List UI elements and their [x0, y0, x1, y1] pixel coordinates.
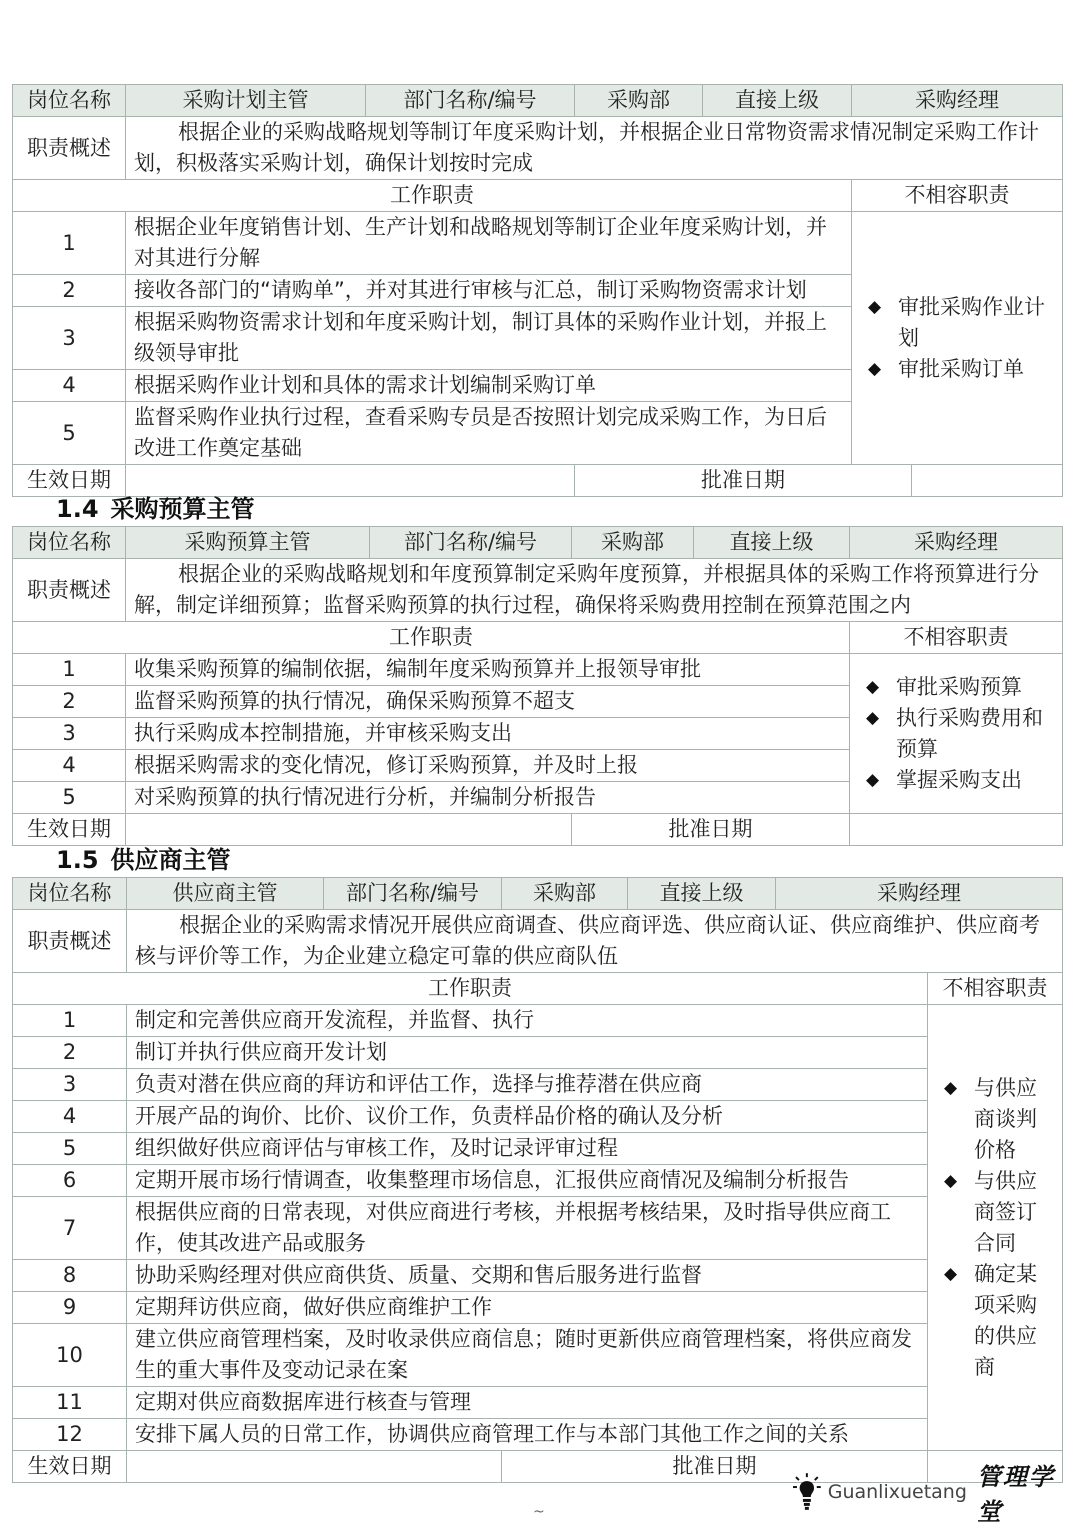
duty-row — [13, 1197, 1063, 1260]
department-value: 采购部 — [575, 85, 703, 117]
duty-text: 制订并执行供应商开发计划 — [127, 1037, 928, 1069]
duty-number: 3 — [13, 718, 126, 750]
duty-number: 3 — [13, 307, 126, 370]
position-value: 供应商主管 — [127, 878, 324, 910]
duty-number: 10 — [13, 1324, 127, 1387]
approval-date-value — [850, 814, 1063, 846]
department-label: 部门名称/编号 — [324, 878, 502, 910]
duty-text: 根据采购物资需求计划和年度采购计划，制订具体的采购作业计划，并报上级领导审批 — [126, 307, 852, 370]
incompatible-header: 不相容职责 — [850, 622, 1063, 654]
incompatible-header: 不相容职责 — [852, 180, 1063, 212]
duty-number: 5 — [13, 402, 126, 465]
page-marker: ~ — [533, 1504, 545, 1520]
duty-row — [13, 1101, 1063, 1133]
job-table-supplier — [12, 877, 1063, 1483]
duties-header-row — [13, 622, 1063, 654]
brand-name-en: Guanlixuetang — [827, 1481, 967, 1503]
duty-text: 安排下属人员的日常工作，协调供应商管理工作与本部门其他工作之间的关系 — [127, 1419, 928, 1451]
duty-number: 3 — [13, 1069, 127, 1101]
duty-number: 1 — [13, 654, 126, 686]
duty-text: 接收各部门的“请购单”，并对其进行审核与汇总，制订采购物资需求计划 — [126, 275, 852, 307]
incompatible-item: ◆ 审批采购预算 — [866, 672, 1054, 703]
brand-name-cn: 管理学堂 — [976, 1462, 1055, 1526]
duties-header: 工作职责 — [13, 622, 850, 654]
duty-row — [13, 1292, 1063, 1324]
supervisor-value: 采购经理 — [850, 527, 1063, 559]
duty-row — [13, 1165, 1063, 1197]
duty-text: 开展产品的询价、比价、议价工作，负责样品价格的确认及分析 — [127, 1101, 928, 1133]
position-value: 采购计划主管 — [126, 85, 366, 117]
section-heading-budget: 1.4 采购预算主管 — [56, 495, 255, 523]
table-header-row — [13, 527, 1063, 559]
incompatible-item: ◆ 与供应商签订合同 — [944, 1166, 1054, 1259]
duty-text: 负责对潜在供应商的拜访和评估工作，选择与推荐潜在供应商 — [127, 1069, 928, 1101]
duty-number: 6 — [13, 1165, 127, 1197]
duty-number: 1 — [13, 212, 126, 275]
date-row — [13, 465, 1063, 497]
incompatible-item: ◆ 审批采购作业计划 — [868, 292, 1054, 354]
table-header-row — [13, 878, 1063, 910]
duty-text: 组织做好供应商评估与审核工作，及时记录评审过程 — [127, 1133, 928, 1165]
incompatible-header: 不相容职责 — [928, 973, 1063, 1005]
duty-row — [13, 1133, 1063, 1165]
duty-text: 根据企业年度销售计划、生产计划和战略规划等制订企业年度采购计划，并对其进行分解 — [126, 212, 852, 275]
duties-header-row — [13, 180, 1063, 212]
lightbulb-icon — [792, 1472, 822, 1512]
summary-label: 职责概述 — [13, 559, 126, 622]
duty-text: 定期对供应商数据库进行核查与管理 — [127, 1387, 928, 1419]
duty-text: 监督采购作业执行过程，查看采购专员是否按照计划完成采购工作，为日后改进工作奠定基础 — [126, 402, 852, 465]
duty-text: 对采购预算的执行情况进行分析，并编制分析报告 — [126, 782, 850, 814]
duty-text: 建立供应商管理档案，及时收录供应商信息；随时更新供应商管理档案，将供应商发生的重大事件及变动记录在案 — [127, 1324, 928, 1387]
duty-row — [13, 1069, 1063, 1101]
supervisor-label: 直接上级 — [694, 527, 850, 559]
summary-text: 根据企业的采购战略规划等制订年度采购计划，并根据企业日常物资需求情况制定采购工作计划，积极落实采购计划，确保计划按时完成 — [126, 117, 1063, 180]
position-label: 岗位名称 — [13, 85, 126, 117]
incompatible-duties — [928, 1005, 1063, 1451]
supervisor-value: 采购经理 — [776, 878, 1063, 910]
approval-date-label: 批准日期 — [502, 1451, 928, 1483]
department-label: 部门名称/编号 — [370, 527, 572, 559]
duty-number: 1 — [13, 1005, 127, 1037]
department-label: 部门名称/编号 — [366, 85, 575, 117]
duty-number: 4 — [13, 370, 126, 402]
summary-label: 职责概述 — [13, 117, 126, 180]
duty-row — [13, 212, 1063, 275]
effective-date-label: 生效日期 — [13, 465, 126, 497]
duty-number: 11 — [13, 1387, 127, 1419]
duty-row — [13, 1037, 1063, 1069]
duty-number: 4 — [13, 1101, 127, 1133]
duty-number: 5 — [13, 782, 126, 814]
duty-text: 定期开展市场行情调查，收集整理市场信息，汇报供应商情况及编制分析报告 — [127, 1165, 928, 1197]
supervisor-value: 采购经理 — [852, 85, 1063, 117]
section-heading-supplier: 1.5 供应商主管 — [56, 846, 231, 874]
duty-number: 8 — [13, 1260, 127, 1292]
duty-number: 9 — [13, 1292, 127, 1324]
summary-text: 根据企业的采购需求情况开展供应商调查、供应商评选、供应商认证、供应商维护、供应商考核与评价等工作，为企业建立稳定可靠的供应商队伍 — [127, 910, 1063, 973]
incompatible-item: ◆ 掌握采购支出 — [866, 765, 1054, 796]
job-table-purchase-plan — [12, 84, 1063, 497]
summary-row — [13, 910, 1063, 973]
duty-text: 协助采购经理对供应商供货、质量、交期和售后服务进行监督 — [127, 1260, 928, 1292]
effective-date-label: 生效日期 — [13, 814, 126, 846]
duty-text: 制定和完善供应商开发流程，并监督、执行 — [127, 1005, 928, 1037]
position-value: 采购预算主管 — [126, 527, 370, 559]
summary-label: 职责概述 — [13, 910, 127, 973]
effective-date-value — [126, 465, 575, 497]
duty-row — [13, 1260, 1063, 1292]
duty-text: 根据供应商的日常表现，对供应商进行考核，并根据考核结果，及时指导供应商工作，使其改进产品或服务 — [127, 1197, 928, 1260]
duties-header-row — [13, 973, 1063, 1005]
approval-date-label: 批准日期 — [575, 465, 912, 497]
incompatible-duties — [850, 654, 1063, 814]
summary-text: 根据企业的采购战略规划和年度预算制定采购年度预算，并根据具体的采购工作将预算进行分解，制定详细预算；监督采购预算的执行过程，确保将采购费用控制在预算范围之内 — [126, 559, 1063, 622]
duty-number: 12 — [13, 1419, 127, 1451]
duty-row — [13, 1005, 1063, 1037]
effective-date-value — [126, 814, 572, 846]
duties-header: 工作职责 — [13, 180, 852, 212]
supervisor-label: 直接上级 — [628, 878, 776, 910]
summary-row — [13, 117, 1063, 180]
incompatible-item: ◆ 确定某项采购的供应商 — [944, 1259, 1054, 1383]
duty-text: 定期拜访供应商，做好供应商维护工作 — [127, 1292, 928, 1324]
table-header-row — [13, 85, 1063, 117]
department-value: 采购部 — [572, 527, 694, 559]
duty-number: 2 — [13, 275, 126, 307]
incompatible-item: ◆ 审批采购订单 — [868, 354, 1054, 385]
effective-date-label: 生效日期 — [13, 1451, 127, 1483]
approval-date-value — [912, 465, 1063, 497]
effective-date-value — [127, 1451, 502, 1483]
duty-text: 监督采购预算的执行情况，确保采购预算不超支 — [126, 686, 850, 718]
duty-row — [13, 654, 1063, 686]
duty-text: 根据采购作业计划和具体的需求计划编制采购订单 — [126, 370, 852, 402]
duty-row — [13, 1387, 1063, 1419]
incompatible-item: ◆ 与供应商谈判价格 — [944, 1073, 1054, 1166]
summary-row — [13, 559, 1063, 622]
duty-text: 收集采购预算的编制依据，编制年度采购预算并上报领导审批 — [126, 654, 850, 686]
brand-logo — [792, 1462, 1080, 1526]
duty-text: 执行采购成本控制措施，并审核采购支出 — [126, 718, 850, 750]
duty-row — [13, 1419, 1063, 1451]
duty-text: 根据采购需求的变化情况，修订采购预算，并及时上报 — [126, 750, 850, 782]
duty-number: 5 — [13, 1133, 127, 1165]
duty-number: 4 — [13, 750, 126, 782]
incompatible-item: ◆ 执行采购费用和预算 — [866, 703, 1054, 765]
position-label: 岗位名称 — [13, 878, 127, 910]
department-value: 采购部 — [502, 878, 628, 910]
date-row — [13, 814, 1063, 846]
approval-date-label: 批准日期 — [572, 814, 850, 846]
duty-number: 2 — [13, 1037, 127, 1069]
supervisor-label: 直接上级 — [703, 85, 852, 117]
duty-number: 7 — [13, 1197, 127, 1260]
position-label: 岗位名称 — [13, 527, 126, 559]
duty-number: 2 — [13, 686, 126, 718]
duty-row — [13, 1324, 1063, 1387]
job-table-budget — [12, 526, 1063, 846]
incompatible-duties — [852, 212, 1063, 465]
duties-header: 工作职责 — [13, 973, 928, 1005]
